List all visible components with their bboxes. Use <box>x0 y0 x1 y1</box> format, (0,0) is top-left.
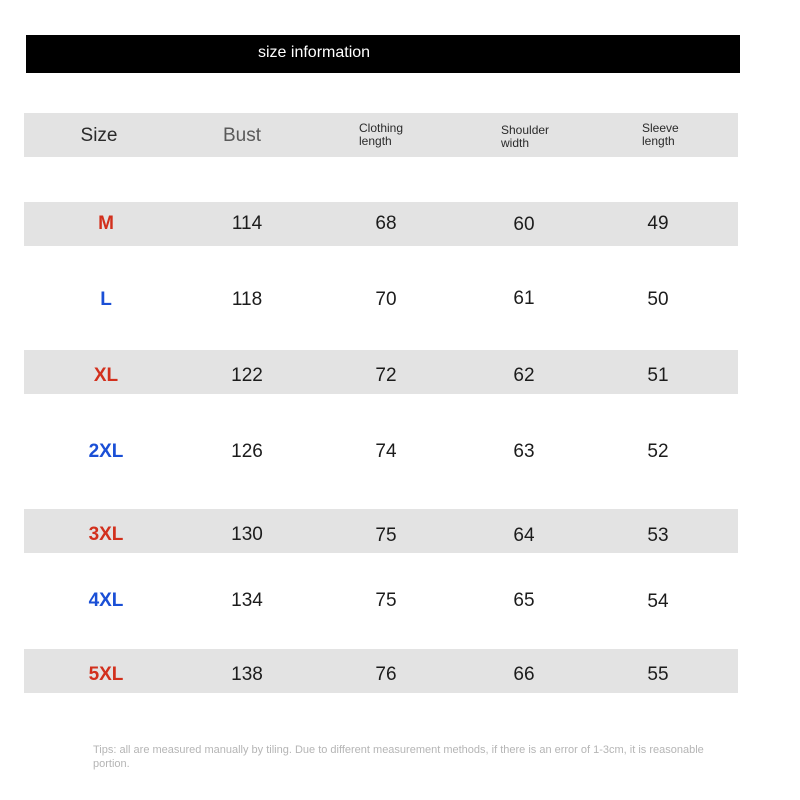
sleeve-value: 51 <box>647 365 669 386</box>
bust-value: 118 <box>231 289 263 310</box>
sleeve-value: 50 <box>647 289 669 310</box>
size-label: XL <box>93 365 119 386</box>
size-label: M <box>98 213 114 234</box>
sleeve-value: 49 <box>647 213 669 234</box>
shoulder-value: 62 <box>513 365 535 386</box>
shoulder-value: 64 <box>513 525 535 546</box>
shoulder-value: 60 <box>513 214 535 235</box>
sleeve-value: 52 <box>647 441 669 462</box>
shoulder-value: 61 <box>513 288 535 309</box>
length-value: 72 <box>375 365 397 386</box>
header-shoulder-width: Shoulder width <box>501 123 550 150</box>
header-sleeve-length: Sleeve length <box>642 121 679 148</box>
length-value: 75 <box>375 525 397 546</box>
length-value: 76 <box>375 664 397 685</box>
length-value: 75 <box>375 590 397 611</box>
size-label: 2XL <box>88 441 124 462</box>
header-clothing-length: Clothing length <box>359 121 404 148</box>
header-bust: Bust <box>222 125 262 146</box>
size-label: 4XL <box>88 590 124 611</box>
bust-value: 138 <box>231 664 263 685</box>
sleeve-value: 54 <box>647 591 669 612</box>
bust-value: 130 <box>231 524 263 545</box>
bust-value: 134 <box>231 590 263 611</box>
bust-value: 114 <box>231 213 263 234</box>
shoulder-value: 65 <box>513 590 535 611</box>
sleeve-value: 55 <box>647 664 669 685</box>
size-label: 3XL <box>88 524 124 545</box>
tips-note: Tips: all are measured manually by tiling. Due to different measurement methods, if there is an error of 1-3cm, it is reasonable portion. <box>93 744 704 770</box>
bust-value: 126 <box>231 441 263 462</box>
title-bar <box>26 35 740 73</box>
length-value: 70 <box>375 289 397 310</box>
size-label: L <box>100 289 112 310</box>
header-size: Size <box>80 125 118 146</box>
shoulder-value: 63 <box>513 441 535 462</box>
bust-value: 122 <box>231 365 263 386</box>
sleeve-value: 53 <box>647 525 669 546</box>
size-label: 5XL <box>88 664 124 685</box>
length-value: 74 <box>375 441 397 462</box>
shoulder-value: 66 <box>513 664 535 685</box>
length-value: 68 <box>375 213 397 234</box>
page-title: size information <box>258 44 371 61</box>
